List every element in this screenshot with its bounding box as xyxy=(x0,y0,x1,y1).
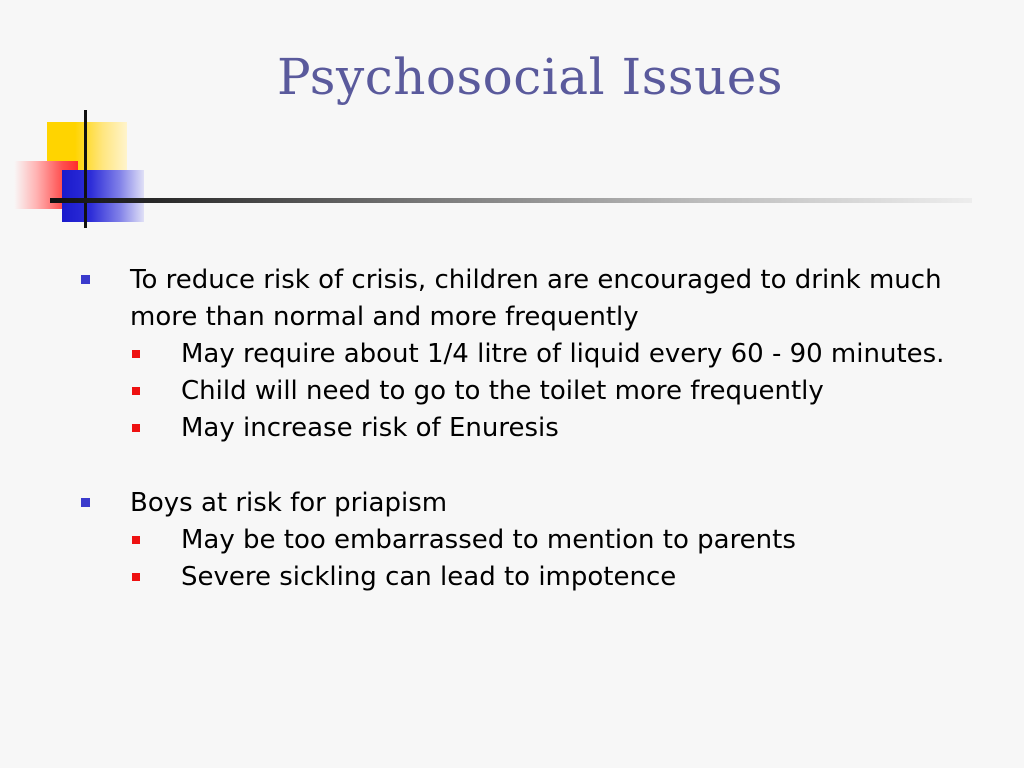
blue-square-decoration xyxy=(62,170,144,222)
square-bullet-icon xyxy=(81,498,90,507)
bullet-list xyxy=(78,262,958,596)
sub-bullet-item xyxy=(78,336,958,373)
vertical-rule xyxy=(84,110,87,228)
sub-bullet-item xyxy=(78,559,958,596)
sub-bullet-item xyxy=(78,522,958,559)
sub-bullet-text: May require about 1/4 litre of liquid every 60 - 90 minutes. xyxy=(181,339,945,369)
sub-bullet-text: Severe sickling can lead to impotence xyxy=(181,562,677,592)
square-bullet-icon xyxy=(132,424,140,432)
bullet-item xyxy=(78,485,958,522)
square-bullet-icon xyxy=(132,573,140,581)
decorative-logo xyxy=(0,0,1024,240)
bullet-item xyxy=(78,262,958,336)
square-bullet-icon xyxy=(132,387,140,395)
square-bullet-icon xyxy=(132,350,140,358)
sub-bullet-text: Child will need to go to the toilet more frequently xyxy=(181,376,824,406)
square-bullet-icon xyxy=(81,275,90,284)
spacer xyxy=(78,447,958,485)
bullet-text: Boys at risk for priapism xyxy=(130,488,448,518)
sub-bullet-text: May increase risk of Enuresis xyxy=(181,413,559,443)
title-underline-rule xyxy=(50,198,972,203)
slide-title: Psychosocial Issues xyxy=(277,48,783,106)
sub-bullet-text: May be too embarrassed to mention to parents xyxy=(181,525,796,555)
sub-bullet-item xyxy=(78,373,958,410)
square-bullet-icon xyxy=(132,536,140,544)
bullet-text: To reduce risk of crisis, children are encouraged to drink much more than normal and more frequently xyxy=(130,265,942,332)
sub-bullet-item xyxy=(78,410,958,447)
